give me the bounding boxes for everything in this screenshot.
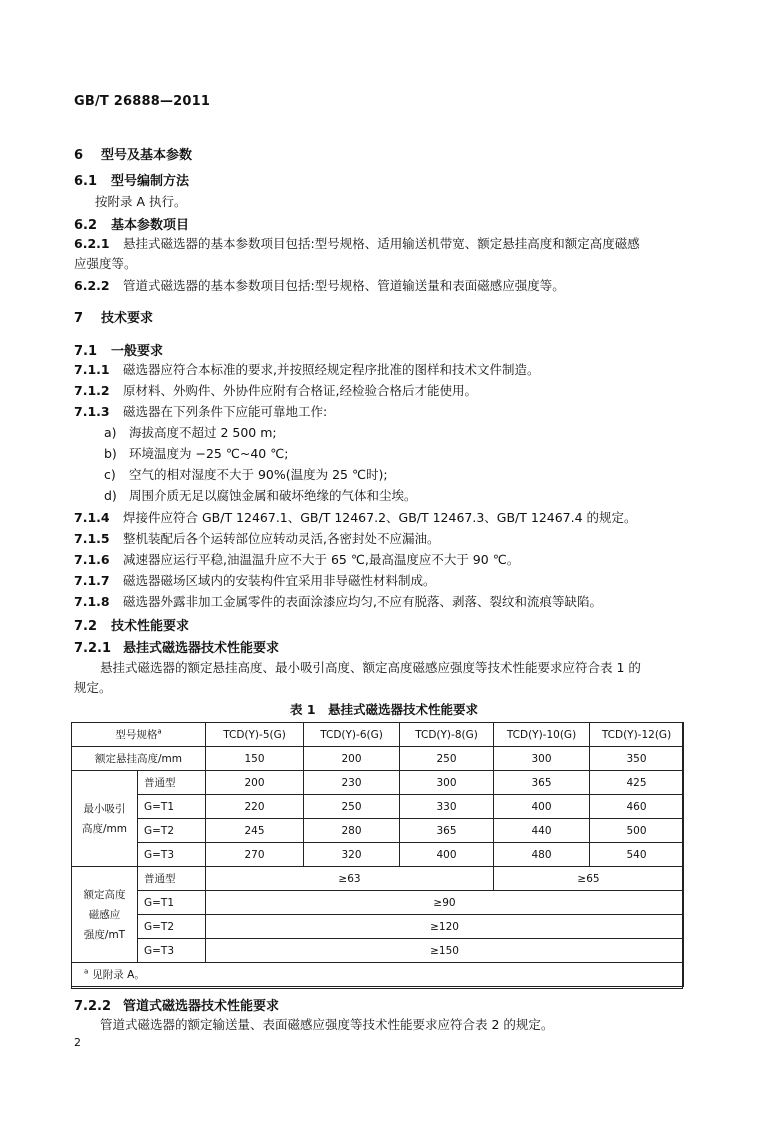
section-7-2-1-text: 悬挂式磁选器的额定悬挂高度、最小吸引高度、额定高度磁感应强度等技术性能要求应符合表 1 的 [100,660,641,675]
table-cell: 250 [400,747,494,771]
section-7-2-1-text-continued: 规定。 [74,680,112,695]
list-label: c) [104,467,116,482]
section-6-2-1 [74,236,640,252]
section-7-2-2-heading [74,995,279,1014]
table-cell: ≥120 [206,915,684,939]
table-header-row [72,723,684,747]
paragraph-line: 磁选器在下列条件下应能可靠地工作: [123,404,328,419]
section-7-2-2-text: 管道式磁选器的额定输送量、表面磁感应强度等技术性能要求应符合表 2 的规定。 [100,1017,554,1032]
row-label: 额定悬挂高度/mm [72,747,206,771]
section-title: 型号及基本参数 [101,148,193,163]
table-caption: 表 1 悬挂式磁选器技术性能要求 [289,702,479,717]
row-type: G=T1 [138,891,206,915]
section-number: 7.1 [74,344,98,359]
section-6-2-heading [74,214,189,233]
paragraph-line: 管道式磁选器的基本参数项目包括:型号规格、管道输送量和表面磁感应强度等。 [123,278,565,293]
row-type: G=T3 [138,843,206,867]
section-7-heading [74,307,153,326]
table-cell: 540 [590,843,684,867]
paragraph-line: 磁选器磁场区域内的安装构件宜采用非导磁性材料制成。 [123,573,436,588]
table-row [72,771,684,795]
table-cell: 200 [206,771,304,795]
section-7-1-4 [74,510,637,526]
section-6-heading [74,144,192,163]
paragraph-line: 减速器应运行平稳,油温温升应不大于 65 ℃,最高温度应不大于 90 ℃。 [123,552,520,567]
table-footnote: $^a$ 见附录 A。 [72,963,684,987]
table-row [72,939,684,963]
section-number: 7.1.7 [74,573,110,588]
section-number: 7.1.3 [74,404,110,419]
section-number: 6.2 [74,218,98,233]
table-cell: 365 [400,819,494,843]
section-7-2-1-heading [74,637,279,656]
section-title: 型号编制方法 [111,174,190,189]
table-cell: 440 [494,819,590,843]
row-type: G=T3 [138,939,206,963]
section-7-2-heading [74,615,189,634]
table-1 [71,722,684,987]
section-number: 7.2.2 [74,999,112,1014]
table-footnote-row [72,963,684,987]
paragraph-line: 悬挂式磁选器的基本参数项目包括:型号规格、适用输送机带宽、额定悬挂高度和额定高度磁感 [123,236,640,251]
list-item [104,425,277,441]
table-cell: 330 [400,795,494,819]
section-7-1-6 [74,552,519,568]
list-label: a) [104,425,117,440]
section-title: 管道式磁选器技术性能要求 [123,999,280,1014]
table-row [72,795,684,819]
section-number: 7.1.5 [74,531,110,546]
paragraph-line: 整机装配后各个运转部位应转动灵活,各密封处不应漏油。 [123,531,440,546]
table-row [72,891,684,915]
table-cell: 500 [590,819,684,843]
table-row [72,843,684,867]
header-cell: 型号规格$^a$ [72,723,206,747]
table-cell: 220 [206,795,304,819]
paragraph-line: 焊接件应符合 GB/T 12467.1、GB/T 12467.2、GB/T 12467.3、GB/T 12467.4 的规定。 [123,510,637,525]
list-text: 周围介质无足以腐蚀金属和破坏绝缘的气体和尘埃。 [129,488,417,503]
table-cell: 365 [494,771,590,795]
list-text: 环境温度为 −25 ℃~40 ℃; [129,446,289,461]
table-cell: 250 [304,795,400,819]
table-row [72,867,684,891]
row-group-label: 最小吸引 高度/mm [72,771,138,867]
table-cell: 200 [304,747,400,771]
header-cell: TCD(Y)-6(G) [304,723,400,747]
row-type: 普通型 [138,771,206,795]
row-type: 普通型 [138,867,206,891]
list-item [104,467,388,483]
list-text: 空气的相对湿度不大于 90%(温度为 25 ℃时); [129,467,388,482]
section-7-1-3 [74,404,327,420]
table-cell: ≥90 [206,891,684,915]
section-number: 6.1 [74,174,98,189]
section-7-1-1 [74,362,539,378]
table-cell: 480 [494,843,590,867]
standard-code: GB/T 26888—2011 [74,94,211,109]
row-type: G=T1 [138,795,206,819]
table-cell: 245 [206,819,304,843]
table-row [72,747,684,771]
table-cell: 300 [400,771,494,795]
section-7-1-7 [74,573,436,589]
table-cell: 230 [304,771,400,795]
section-number: 7.1.6 [74,552,110,567]
section-number: 7.1.2 [74,383,110,398]
section-number: 7 [74,311,84,326]
header-cell: TCD(Y)-10(G) [494,723,590,747]
table-cell: 400 [494,795,590,819]
table-cell: ≥63 [206,867,494,891]
section-title: 一般要求 [111,344,164,359]
list-text: 海拔高度不超过 2 500 m; [129,425,277,440]
table-cell: ≥65 [494,867,684,891]
list-item [104,488,417,504]
section-6-2-1-continued: 应强度等。 [74,256,137,271]
section-number: 7.2 [74,619,98,634]
section-7-1-2 [74,383,477,399]
table-cell: 280 [304,819,400,843]
section-title: 基本参数项目 [111,218,190,233]
section-7-1-8 [74,594,602,610]
paragraph-line: 磁选器外露非加工金属零件的表面涂漆应均匀,不应有脱落、剥落、裂纹和流痕等缺陷。 [123,594,602,609]
section-6-2-2 [74,278,565,294]
section-title: 技术性能要求 [111,619,190,634]
table-cell: 350 [590,747,684,771]
table-row [72,915,684,939]
section-6-1-text: 按附录 A 执行。 [95,194,187,209]
table-row [72,819,684,843]
header-cell: TCD(Y)-8(G) [400,723,494,747]
table-cell: ≥150 [206,939,684,963]
table-cell: 425 [590,771,684,795]
table-cell: 150 [206,747,304,771]
header-cell: TCD(Y)-12(G) [590,723,684,747]
table-cell: 270 [206,843,304,867]
list-item [104,446,288,462]
list-label: b) [104,446,117,461]
row-type: G=T2 [138,915,206,939]
section-title: 技术要求 [101,311,154,326]
table-cell: 300 [494,747,590,771]
paragraph-line: 原材料、外购件、外协件应附有合格证,经检验合格后才能使用。 [123,383,477,398]
section-6-1-heading [74,170,189,189]
section-number: 6.2.1 [74,236,110,251]
section-7-1-5 [74,531,439,547]
table-cell: 460 [590,795,684,819]
page-number: 2 [74,1036,81,1049]
section-number: 7.2.1 [74,641,112,656]
section-title: 悬挂式磁选器技术性能要求 [123,641,280,656]
header-cell: TCD(Y)-5(G) [206,723,304,747]
table-cell: 320 [304,843,400,867]
paragraph-line: 磁选器应符合本标准的要求,并按照经规定程序批准的图样和技术文件制造。 [123,362,540,377]
table-cell: 400 [400,843,494,867]
section-number: 6 [74,148,84,163]
section-number: 7.1.4 [74,510,110,525]
row-group-label: 额定高度 磁感应 强度/mT [72,867,138,963]
section-number: 7.1.8 [74,594,110,609]
section-7-1-heading [74,340,163,359]
section-number: 7.1.1 [74,362,110,377]
list-label: d) [104,488,117,503]
row-type: G=T2 [138,819,206,843]
section-number: 6.2.2 [74,278,110,293]
